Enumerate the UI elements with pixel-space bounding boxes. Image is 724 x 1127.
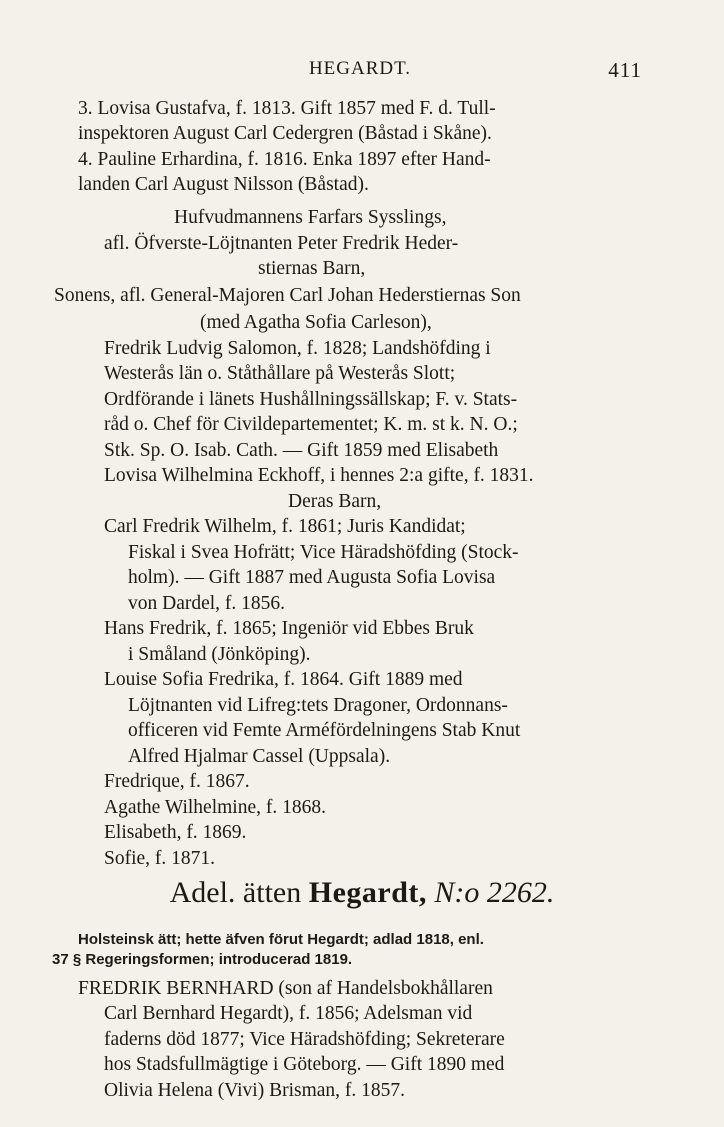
text-line: afl. Öfverste-Löjtnanten Peter Fredrik Heder- (104, 233, 459, 254)
body-line: faderns död 1877; Vice Häradshöfding; Sekreterare (104, 1029, 505, 1050)
text-line: stiernas Barn, (258, 258, 366, 279)
text-line: Louise Sofia Fredrika, f. 1864. Gift 1889 med (104, 669, 463, 690)
text-line: inspektoren August Carl Cedergren (Båstad i Skåne). (78, 123, 492, 144)
text-line: Löjtnanten vid Lifreg:tets Dragoner, Ordonnans- (128, 695, 508, 716)
intro-line: 37 § Regeringsformen; introducerad 1819. (52, 951, 353, 968)
text-line: Hans Fredrik, f. 1865; Ingeniör vid Ebbes Bruk (104, 618, 474, 639)
text-line: landen Carl August Nilsson (Båstad). (78, 174, 369, 195)
running-header (78, 58, 642, 84)
body-line: Olivia Helena (Vivi) Brisman, f. 1857. (104, 1080, 406, 1101)
text-line: Hufvudmannens Farfars Sysslings, (174, 207, 447, 228)
text-line: Fredrique, f. 1867. (104, 771, 250, 792)
text-line: officeren vid Femte Arméfördelningens Stab Knut (128, 720, 521, 741)
text-line: i Småland (Jönköping). (128, 644, 311, 665)
intro-line: Holsteinsk ätt; hette äfven förut Hegardt; adlad 1818, enl. (78, 931, 484, 948)
text-line: Agathe Wilhelmine, f. 1868. (104, 797, 326, 818)
text-line: råd o. Chef för Civildepartementet; K. m. st k. N. O.; (104, 414, 518, 435)
text-line: Fiskal i Svea Hofrätt; Vice Häradshöfding (Stock- (128, 542, 519, 563)
text-line: Elisabeth, f. 1869. (104, 822, 247, 843)
body-line: Carl Bernhard Hegardt), f. 1856; Adelsman vid (104, 1003, 473, 1024)
text-line: Westerås län o. Ståthållare på Westerås Slott; (104, 363, 456, 384)
text-line: 3. Lovisa Gustafva, f. 1813. Gift 1857 med F. d. Tull- (78, 98, 496, 119)
text-line: Fredrik Ludvig Salomon, f. 1828; Landshöfding i (104, 338, 491, 359)
heading-prefix: Adel. ätten (169, 876, 302, 909)
text-line: Stk. Sp. O. Isab. Cath. — Gift 1859 med Elisabeth (104, 440, 499, 461)
header-title: HEGARDT. (308, 58, 412, 79)
page-number: 411 (608, 58, 642, 82)
text-line: Lovisa Wilhelmina Eckhoff, i hennes 2:a gifte, f. 1831. (104, 465, 534, 486)
text-line: von Dardel, f. 1856. (128, 593, 286, 614)
text-line: 4. Pauline Erhardina, f. 1816. Enka 1897 efter Hand- (78, 149, 491, 170)
section-heading (0, 876, 724, 910)
body-line: FREDRIK BERNHARD (son af Handelsbokhållaren (78, 978, 493, 999)
family-number: N:o 2262. (434, 876, 555, 909)
family-name: Hegardt, (308, 876, 427, 909)
text-line: Carl Fredrik Wilhelm, f. 1861; Juris Kandidat; (104, 516, 466, 537)
text-line: Alfred Hjalmar Cassel (Uppsala). (128, 746, 391, 767)
text-line: Sofie, f. 1871. (104, 848, 216, 869)
text-line: Sonens, afl. General-Majoren Carl Johan Hederstiernas Son (54, 285, 521, 306)
text-line: Ordförande i länets Hushållningssällskap; F. v. Stats- (104, 389, 518, 410)
text-line: (med Agatha Sofia Carleson), (200, 312, 432, 333)
body-line: hos Stadsfullmägtige i Göteborg. — Gift 1890 med (104, 1054, 505, 1075)
text-line: holm). — Gift 1887 med Augusta Sofia Lovisa (128, 567, 496, 588)
text-line: Deras Barn, (288, 491, 382, 512)
